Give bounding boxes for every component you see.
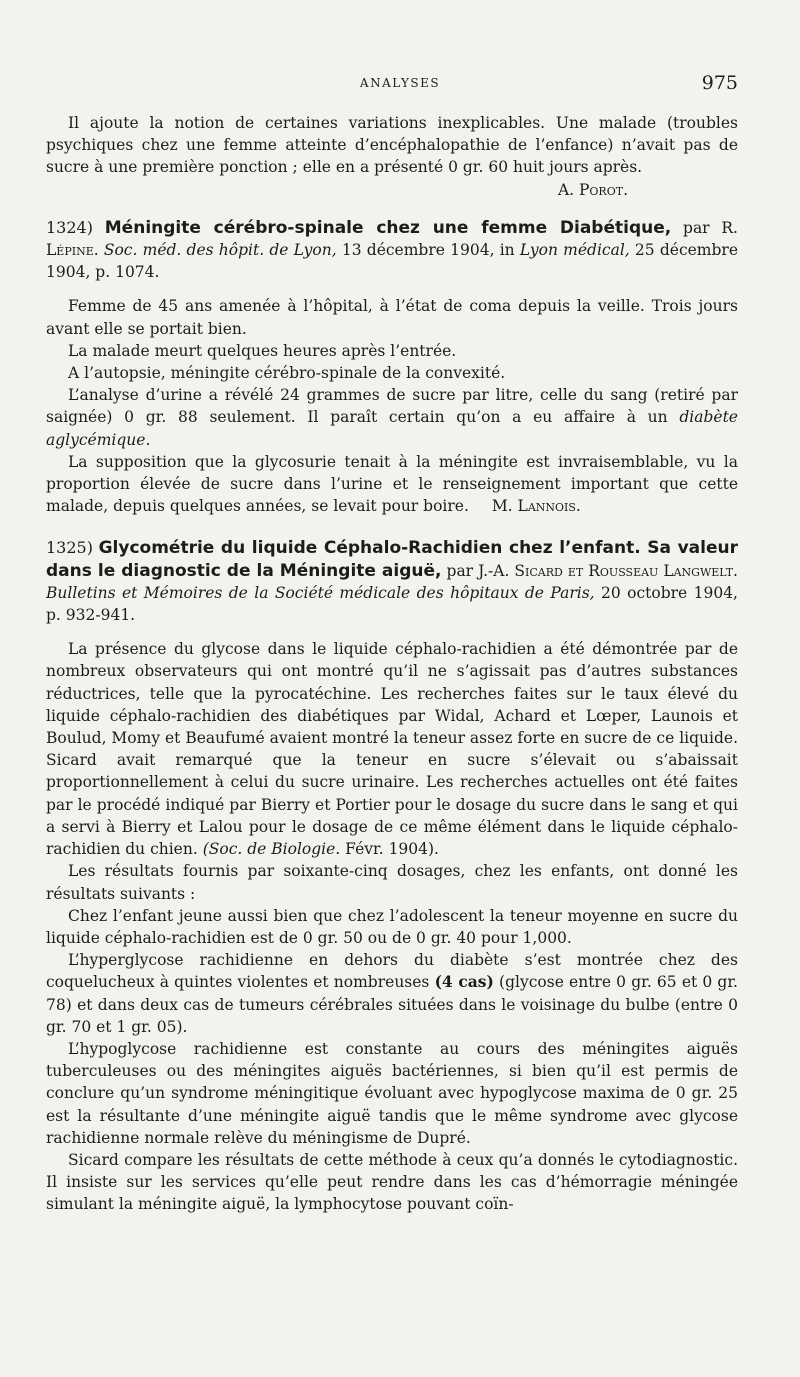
entry-number: 1325) [46,538,93,558]
paragraph-bold: (4 cas) [434,972,494,992]
entry-1324 [46,217,738,518]
paragraph [46,384,738,451]
paragraph: A l’autopsie, méningite cérébro-spinale de la convexité. [68,364,506,383]
entry-title: Glycométrie du liquide Céphalo-Rachidien chez l’enfant. Sa valeur dans le diagnostic de la Méningite aiguë, [46,538,738,581]
paragraph: La malade meurt quelques heures après l’entrée. [68,341,457,360]
entry-1325 [46,537,738,1215]
page-number: 975 [701,72,738,94]
entry-1325-heading [46,537,738,626]
entry-source-journal-2: Lyon médical, [519,241,630,260]
signature-porot: A. Porot. [557,180,628,199]
paragraph-ref: (Soc. de Biologie. [202,840,341,859]
entry-source-end: 25 décembre 1904, p. 1074. [46,241,738,282]
continued-paragraph: Il ajoute la notion de certaines variations inexplicables. Une malade (troubles psychiques chez une femme atteinte d’encéphalopathie de l’enfance) n’avait pas de sucre à une première ponction ; elle en a présenté 0 gr. 60 huit jours après. [46,114,738,177]
paragraph-text: L’analyse d’urine a révélé 24 grammes de sucre par litre, celle du sang (retiré par saignée) 0 gr. 88 seulement. Il paraît certain qu’on a eu affaire à un [46,386,738,427]
paragraph [46,949,738,1038]
paragraph-italic: diabète aglycémique. [46,408,738,449]
paragraph-text: L’hyperglycose rachidienne en dehors du diabète s’est montrée chez des coquelucheux à quintes violentes et nombreuses [46,951,738,992]
paragraph: Sicard compare les résultats de cette méthode à ceux qu’a donnés le cytodiagnostic. Il insiste sur les services qu’elle peut rendre dans les cas d’hémorragie méningée simulant la méningite aiguë, la lymphocytose pouvant coïn- [46,1150,738,1214]
entry-source-end: 20 octobre 1904, p. 932-941. [46,583,738,625]
entry-authors: J.-A. Sicard et Rousseau Langwelt. [478,561,738,580]
signature-lannois: M. Lannois. [491,497,581,516]
page-body [46,112,738,1216]
paragraph: Femme de 45 ans amenée à l’hôpital, à l’état de coma depuis la veille. Trois jours avant elle se portait bien. [46,297,738,338]
paragraph [46,638,738,860]
entry-source-journal: Bulletins et Mémoires de la Société médicale des hôpitaux de Paris, [46,583,595,602]
entry-number: 1324) [46,217,93,237]
paragraph-text: La supposition que la glycosurie tenait à la méningite est invraisemblable, vu la proportion élevée de sucre dans l’urine et le renseignement important que cette malade, depuis quelques années, se levait pour boire. [46,452,738,516]
entry-1324-heading [46,217,738,284]
paragraph-ref-end: Févr. 1904). [345,840,439,859]
entry-by: par [683,218,710,237]
running-title: ANALYSES [359,76,441,90]
paragraph [46,451,738,518]
entry-source-journal: Soc. méd. des hôpit. de Lyon, [103,241,337,260]
paragraph: Chez l’enfant jeune aussi bien que chez l’adolescent la teneur moyenne en sucre du liquide céphalo-rachidien est de 0 gr. 50 ou de 0 gr. 40 pour 1,000. [46,906,738,947]
entry-by: par [446,561,474,580]
entry-author: R. Lépine. [46,218,738,260]
page-header [0,72,800,100]
entry-title: Méningite cérébro-spinale chez une femme Diabétique, [104,217,672,238]
paragraph-text: La présence du glycose dans le liquide céphalo-rachidien a été démontrée par de nombreux observateurs qui ont montré qu’il ne s’agissait pas d’autres substances réductrices, telle que la pyrocatéchine. Les recherches faites sur le taux élevé du liquide céphalo-rachidien des diabétiques par Widal, Achard et Lœper, Launois et Boulud, Momy et Beaufumé avaient montré la teneur assez forte en sucre de ce liquide. Sicard avait remarqué que la teneur en sucre s’élevait ou s’abaissait proportionnellement à celui du sucre urinaire. Les recherches actuelles ont été faites par le procédé indiqué par Bierry et Portier pour le dosage du sucre dans le sang et qui a servi à Bierry et Lalou pour le dosage de ce même élément dans le liquide céphalo-rachidien du chien. [46,640,738,859]
paragraph: Les résultats fournis par soixante-cinq dosages, chez les enfants, ont donné les résultats suivants : [46,862,738,903]
entry-source-date: 13 décembre 1904, in [341,241,515,260]
paragraph: L’hypoglycose rachidienne est constante au cours des méningites aiguës tuberculeuses ou des méningites aiguës bactériennes, si bien qu’il est permis de conclure qu’un syndrome méningitique évoluant avec hypoglycose maxima de 0 gr. 25 est la résultante d’une méningite aiguë tandis que le même syndrome avec glycose rachidienne normale relève du méningisme de Dupré. [46,1039,738,1147]
paragraph-text-end: (glycose entre 0 gr. 65 et 0 gr. 78) et dans deux cas de tumeurs cérébrales situées dans le voisinage du bulbe (entre 0 gr. 70 et 1 gr. 05). [46,973,738,1036]
